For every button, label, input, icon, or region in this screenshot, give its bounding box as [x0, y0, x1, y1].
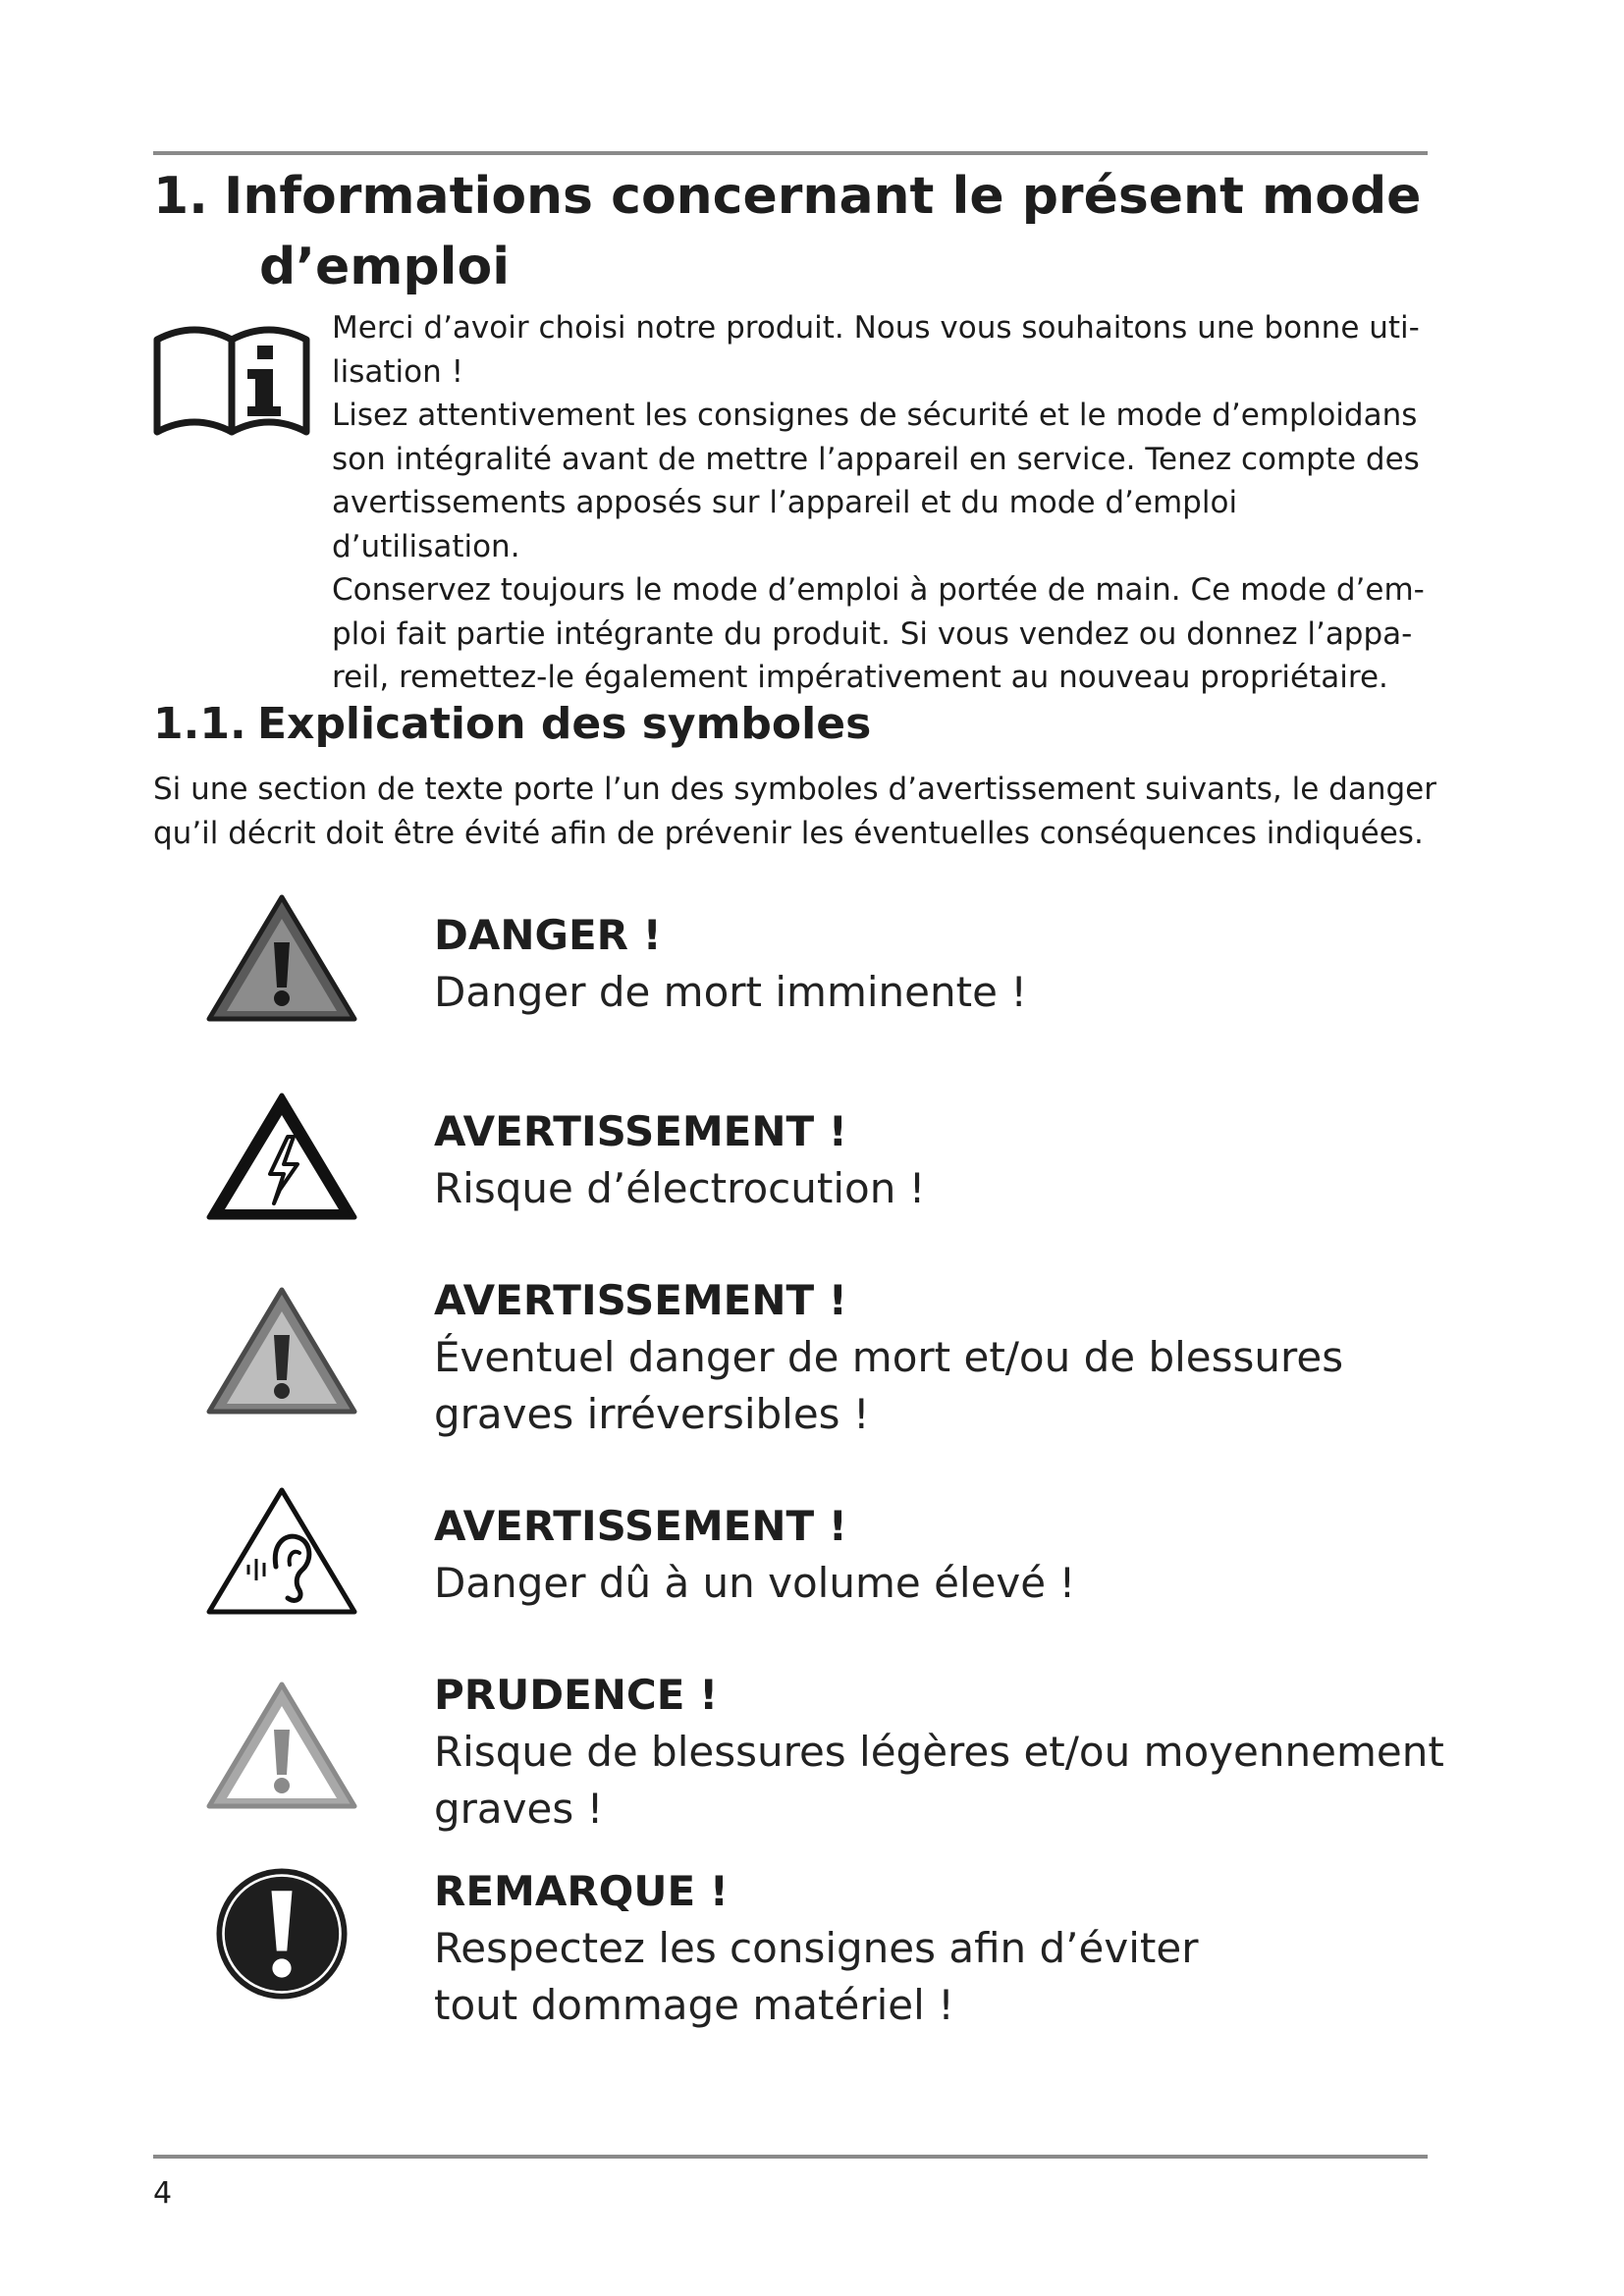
symbol-note-desc-line1: Respectez les consignes afin d’éviter: [434, 1924, 1199, 1972]
symbol-hearing-label: AVERTISSEMENT !: [434, 1502, 847, 1550]
symbol-caution-desc-line1: Risque de blessures légères et/ou moyennement: [434, 1728, 1444, 1776]
symbol-hearing: [434, 1498, 1445, 1612]
symbol-caution-label: PRUDENCE !: [434, 1671, 719, 1719]
symbol-electric: [434, 1103, 1445, 1217]
section-1-title-line2: d’emploi: [259, 238, 511, 296]
symbol-danger-label: DANGER !: [434, 911, 662, 959]
section-1-heading: [153, 161, 1430, 302]
symbol-note-label: REMARQUE !: [434, 1867, 729, 1915]
intro-paragraph-3: Conservez toujours le mode d’emploi à portée de main. Ce mode d’em-ploi fait partie intégrante du produit. Si vous vendez ou donnez l’appa-reil, remettez-le également impérativement au nouveau propriétaire.: [332, 572, 1425, 695]
manual-info-icon: [151, 316, 312, 438]
section-1-1-title: Explication des symboles: [257, 699, 872, 749]
hearing-damage-icon: [203, 1482, 360, 1620]
section-1-title-line1: Informations concernant le présent mode: [224, 167, 1422, 226]
intro-paragraph-2: Lisez attentivement les consignes de sécurité et le mode d’emploidans son intégralité avant de mettre l’appareil en service. Tenez compte des avertissements apposés sur l’appareil et du mode d’emploi d’utilisation.: [332, 398, 1420, 564]
symbol-note: [434, 1863, 1445, 2034]
exclamation-circle-icon: [203, 1865, 360, 2002]
symbol-warning-desc-line1: Éventuel danger de mort et/ou de blessures: [434, 1333, 1344, 1381]
symbol-caution-desc-line2: graves !: [434, 1785, 604, 1833]
intro-text: [332, 306, 1432, 700]
caution-triangle-icon: [203, 1677, 360, 1814]
symbol-warning-desc-line2: graves irréversibles !: [434, 1390, 870, 1438]
electric-shock-icon: [203, 1088, 360, 1225]
symbol-caution: [434, 1667, 1445, 1838]
danger-triangle-icon: [203, 889, 360, 1027]
symbol-electric-desc: Risque d’électrocution !: [434, 1164, 926, 1212]
section-1-1-number: 1.1.: [153, 699, 246, 749]
symbol-hearing-desc: Danger dû à un volume élevé !: [434, 1559, 1076, 1607]
section-1-1-heading: [153, 695, 871, 754]
symbol-electric-label: AVERTISSEMENT !: [434, 1107, 847, 1155]
warning-triangle-icon: [203, 1282, 360, 1419]
footer-rule: [153, 2155, 1428, 2159]
symbol-warning: [434, 1272, 1445, 1443]
symbols-intro: Si une section de texte porte l’un des symboles d’avertissement suivants, le danger qu’il décrit doit être évité afin de prévenir les éventuelles conséquences indiquées.: [153, 772, 1436, 851]
symbol-danger: [434, 907, 1445, 1021]
symbol-warning-label: AVERTISSEMENT !: [434, 1276, 847, 1324]
page-number: 4: [153, 2176, 173, 2211]
header-rule: [153, 151, 1428, 155]
intro-paragraph-1: Merci d’avoir choisi notre produit. Nous vous souhaitons une bonne uti-lisation !: [332, 310, 1420, 390]
symbol-danger-desc: Danger de mort imminente !: [434, 968, 1028, 1016]
section-1-number: 1.: [153, 167, 208, 226]
symbol-note-desc-line2: tout dommage matériel !: [434, 1981, 954, 2029]
